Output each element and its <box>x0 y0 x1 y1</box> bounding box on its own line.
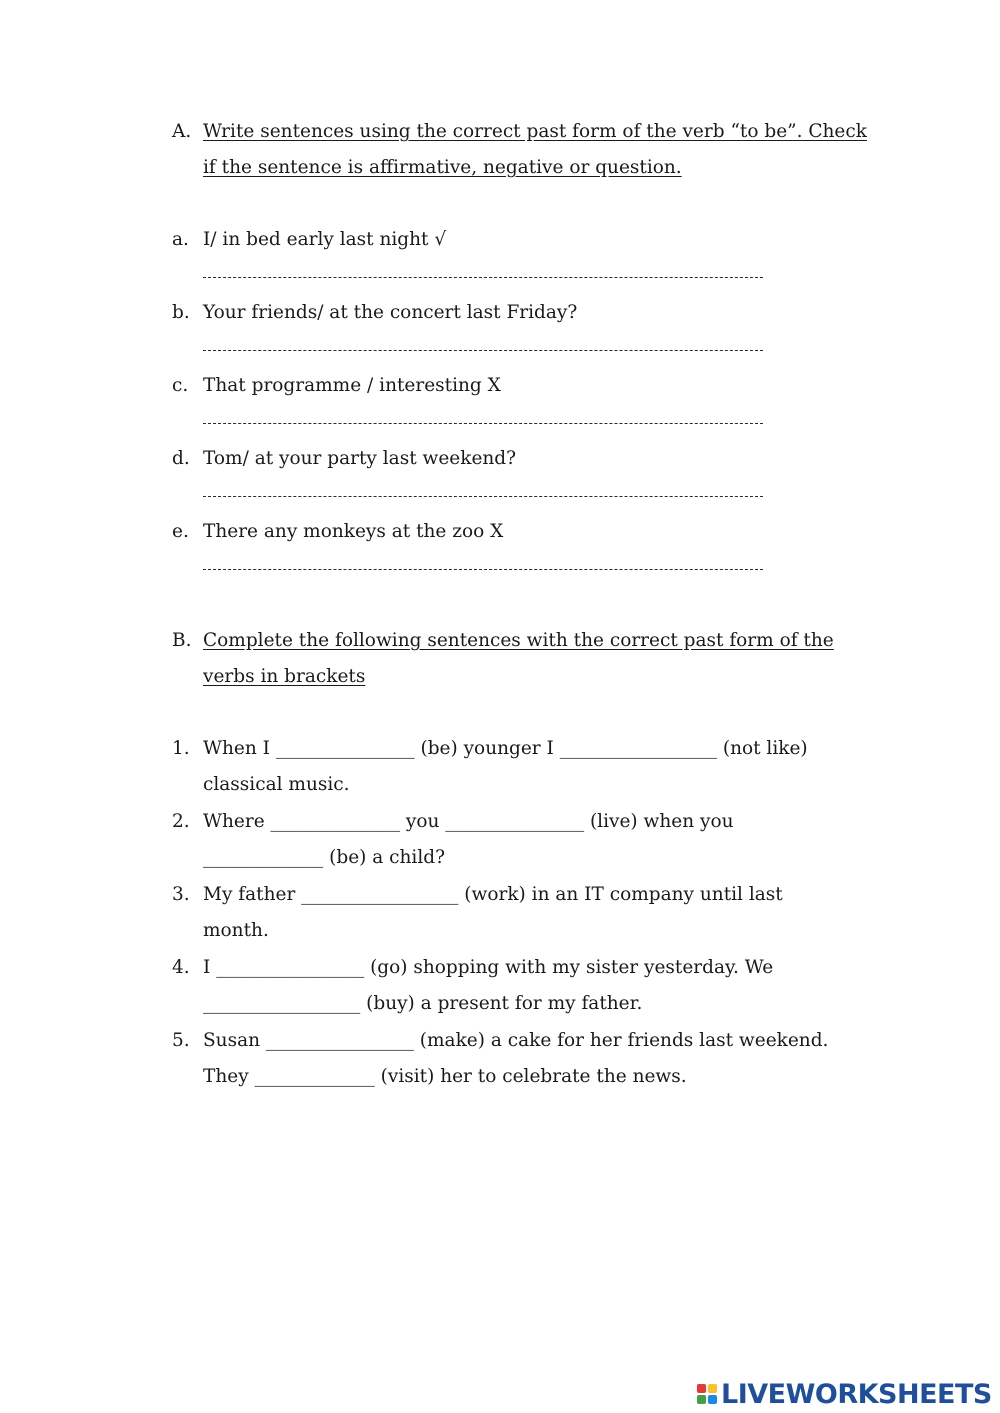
item-marker: a. <box>172 229 189 250</box>
answer-line-c[interactable] <box>203 423 763 424</box>
item-marker: d. <box>172 448 190 469</box>
item-prompt: There any monkeys at the zoo X <box>203 521 504 542</box>
section-a-instruction-line1: Write sentences using the correct past form of the verb “to be”. Check <box>203 121 867 142</box>
item-sentence-line1[interactable]: When I _______________ (be) younger I _________________ (not like) <box>203 738 808 759</box>
answer-line-d[interactable] <box>203 496 763 497</box>
item-sentence-line2[interactable]: They _____________ (visit) her to celebrate the news. <box>203 1066 687 1087</box>
item-sentence-line2: classical music. <box>203 774 350 795</box>
logo-square-green <box>697 1395 706 1404</box>
item-marker: e. <box>172 521 189 542</box>
item-marker: 2. <box>172 811 190 832</box>
item-sentence-line2: month. <box>203 920 269 941</box>
item-prompt: I/ in bed early last night √ <box>203 229 447 250</box>
item-marker: 4. <box>172 957 190 978</box>
item-sentence-line1[interactable]: My father _________________ (work) in an IT company until last <box>203 884 783 905</box>
section-b-letter: B. <box>172 630 192 651</box>
item-marker: 1. <box>172 738 190 759</box>
logo-square-blue <box>708 1395 717 1404</box>
item-sentence-line1[interactable]: I ________________ (go) shopping with my sister yesterday. We <box>203 957 774 978</box>
answer-line-b[interactable] <box>203 350 763 351</box>
item-sentence-line1[interactable]: Where ______________ you _______________ (live) when you <box>203 811 734 832</box>
logo-square-yellow <box>708 1384 717 1393</box>
section-b-instruction-line2: verbs in brackets <box>203 666 366 687</box>
item-marker: 5. <box>172 1030 190 1051</box>
item-marker: b. <box>172 302 190 323</box>
item-marker: c. <box>172 375 189 396</box>
item-marker: 3. <box>172 884 190 905</box>
answer-line-a[interactable] <box>203 277 763 278</box>
item-sentence-line2[interactable]: _________________ (buy) a present for my father. <box>203 993 643 1014</box>
logo-icon <box>697 1384 717 1404</box>
logo-text: LIVEWORKSHEETS <box>721 1378 992 1410</box>
liveworksheets-logo <box>697 1378 992 1410</box>
section-a-letter: A. <box>172 121 192 142</box>
answer-line-e[interactable] <box>203 569 763 570</box>
section-a-instruction-line2: if the sentence is affirmative, negative or question. <box>203 157 682 178</box>
item-sentence-line2[interactable]: _____________ (be) a child? <box>203 847 446 868</box>
section-b-instruction-line1: Complete the following sentences with the correct past form of the <box>203 630 834 651</box>
item-prompt: Your friends/ at the concert last Friday? <box>203 302 578 323</box>
logo-square-red <box>697 1384 706 1393</box>
item-prompt: Tom/ at your party last weekend? <box>203 448 517 469</box>
item-prompt: That programme / interesting X <box>203 375 501 396</box>
item-sentence-line1[interactable]: Susan ________________ (make) a cake for her friends last weekend. <box>203 1030 829 1051</box>
